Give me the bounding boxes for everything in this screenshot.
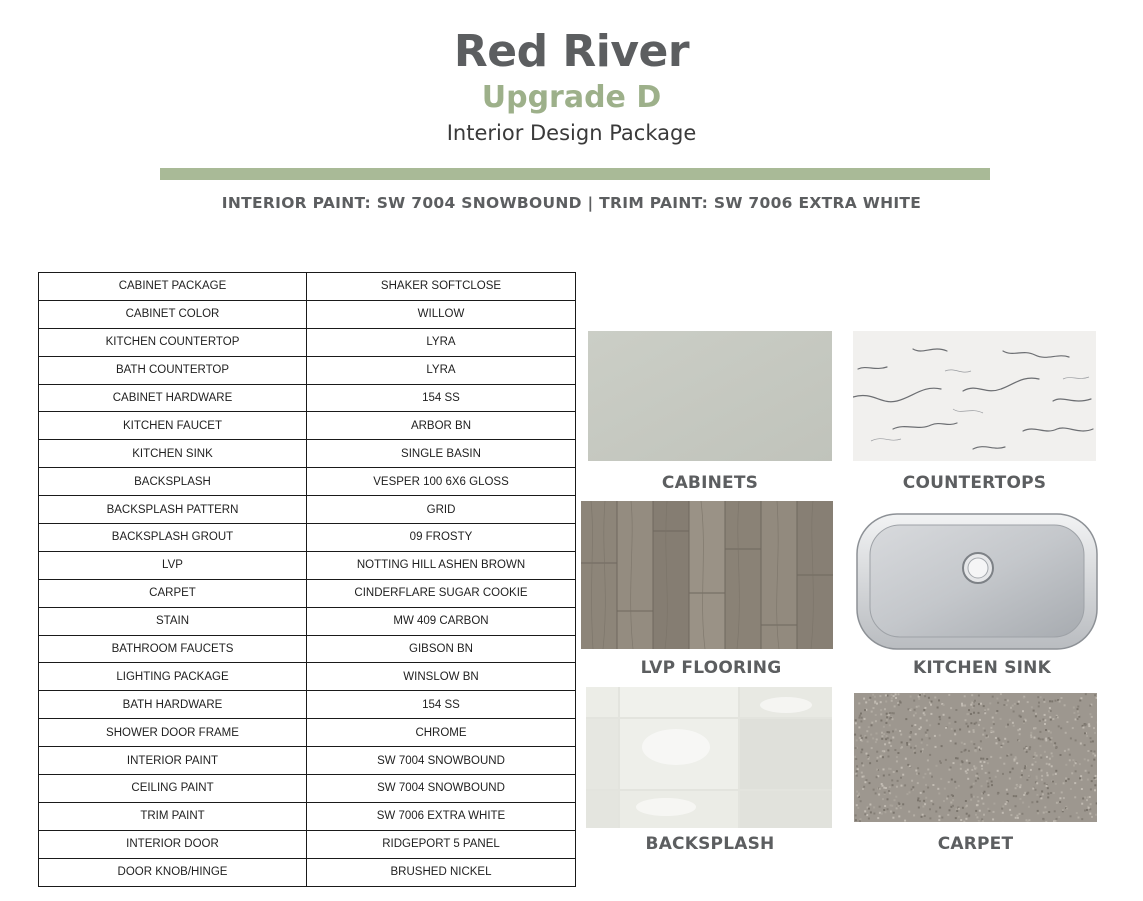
spec-value: LYRA xyxy=(307,328,576,356)
package-tagline: Interior Design Package xyxy=(446,121,697,145)
spec-item: BATH COUNTERTOP xyxy=(39,356,307,384)
spec-value: SHAKER SOFTCLOSE xyxy=(307,273,576,301)
spec-item: BACKSPLASH PATTERN xyxy=(39,496,307,524)
lvp-flooring-swatch xyxy=(581,501,833,649)
spec-value: WILLOW xyxy=(307,300,576,328)
table-row xyxy=(39,663,576,691)
backsplash-caption: BACKSPLASH xyxy=(645,834,775,854)
table-row xyxy=(39,468,576,496)
carpet-swatch xyxy=(854,693,1097,822)
spec-item: CABINET HARDWARE xyxy=(39,384,307,412)
spec-value: GRID xyxy=(307,496,576,524)
spec-item: KITCHEN SINK xyxy=(39,440,307,468)
table-row xyxy=(39,635,576,663)
spec-item: CARPET xyxy=(39,579,307,607)
spec-item: KITCHEN FAUCET xyxy=(39,412,307,440)
spec-item: LVP xyxy=(39,551,307,579)
table-row xyxy=(39,691,576,719)
spec-item: INTERIOR PAINT xyxy=(39,747,307,775)
spec-value: RIDGEPORT 5 PANEL xyxy=(307,830,576,858)
table-row xyxy=(39,328,576,356)
spec-value: SINGLE BASIN xyxy=(307,440,576,468)
spec-item: CABINET PACKAGE xyxy=(39,273,307,301)
divider-bar xyxy=(160,168,990,180)
kitchen-sink-swatch xyxy=(856,513,1098,650)
carpet-caption: CARPET xyxy=(937,834,1014,854)
table-row xyxy=(39,775,576,803)
table-row xyxy=(39,551,576,579)
table-row xyxy=(39,747,576,775)
package-subtitle: Upgrade D xyxy=(481,80,662,115)
spec-value: MW 409 CARBON xyxy=(307,607,576,635)
table-row xyxy=(39,440,576,468)
table-row xyxy=(39,300,576,328)
spec-value: CHROME xyxy=(307,719,576,747)
table-row xyxy=(39,384,576,412)
spec-value: CINDERFLARE SUGAR COOKIE xyxy=(307,579,576,607)
spec-value: SW 7004 SNOWBOUND xyxy=(307,747,576,775)
spec-item: SHOWER DOOR FRAME xyxy=(39,719,307,747)
marble-texture xyxy=(853,331,1096,461)
spec-value: LYRA xyxy=(307,356,576,384)
spec-value: VESPER 100 6X6 GLOSS xyxy=(307,468,576,496)
spec-item: BACKSPLASH GROUT xyxy=(39,524,307,552)
spec-item: CEILING PAINT xyxy=(39,775,307,803)
spec-value: WINSLOW BN xyxy=(307,663,576,691)
page-title: Red River xyxy=(453,26,690,77)
spec-item: LIGHTING PACKAGE xyxy=(39,663,307,691)
spec-value: NOTTING HILL ASHEN BROWN xyxy=(307,551,576,579)
spec-item: TRIM PAINT xyxy=(39,802,307,830)
countertops-swatch xyxy=(853,331,1096,461)
table-row xyxy=(39,356,576,384)
cabinets-swatch xyxy=(588,331,832,461)
spec-value: 154 SS xyxy=(307,384,576,412)
lvp-flooring-caption: LVP FLOORING xyxy=(640,658,782,678)
spec-value: SW 7006 EXTRA WHITE xyxy=(307,802,576,830)
spec-item: STAIN xyxy=(39,607,307,635)
kitchen-sink-caption: KITCHEN SINK xyxy=(913,658,1051,678)
spec-value: BRUSHED NICKEL xyxy=(307,858,576,886)
spec-value: 09 FROSTY xyxy=(307,524,576,552)
cabinet-color-texture xyxy=(588,331,832,461)
spec-value: 154 SS xyxy=(307,691,576,719)
spec-item: DOOR KNOB/HINGE xyxy=(39,858,307,886)
spec-value: GIBSON BN xyxy=(307,635,576,663)
table-row xyxy=(39,802,576,830)
spec-item: CABINET COLOR xyxy=(39,300,307,328)
carpet-texture xyxy=(854,693,1097,822)
spec-item: BACKSPLASH xyxy=(39,468,307,496)
spec-value: SW 7004 SNOWBOUND xyxy=(307,775,576,803)
spec-table xyxy=(38,272,576,887)
spec-item: BATHROOM FAUCETS xyxy=(39,635,307,663)
table-row xyxy=(39,579,576,607)
spec-item: INTERIOR DOOR xyxy=(39,830,307,858)
tile-texture xyxy=(586,687,832,828)
countertops-caption: COUNTERTOPS xyxy=(902,473,1047,493)
paint-summary: INTERIOR PAINT: SW 7004 SNOWBOUND | TRIM PAINT: SW 7006 EXTRA WHITE xyxy=(221,194,922,212)
spec-value: ARBOR BN xyxy=(307,412,576,440)
table-row xyxy=(39,830,576,858)
cabinets-caption: CABINETS xyxy=(661,473,759,493)
table-row xyxy=(39,412,576,440)
wood-plank-texture xyxy=(581,501,833,649)
sink-icon xyxy=(856,513,1098,650)
table-row xyxy=(39,524,576,552)
table-row xyxy=(39,273,576,301)
spec-item: KITCHEN COUNTERTOP xyxy=(39,328,307,356)
table-row xyxy=(39,607,576,635)
backsplash-swatch xyxy=(586,687,832,828)
spec-item: BATH HARDWARE xyxy=(39,691,307,719)
table-row xyxy=(39,496,576,524)
table-row xyxy=(39,719,576,747)
table-row xyxy=(39,858,576,886)
